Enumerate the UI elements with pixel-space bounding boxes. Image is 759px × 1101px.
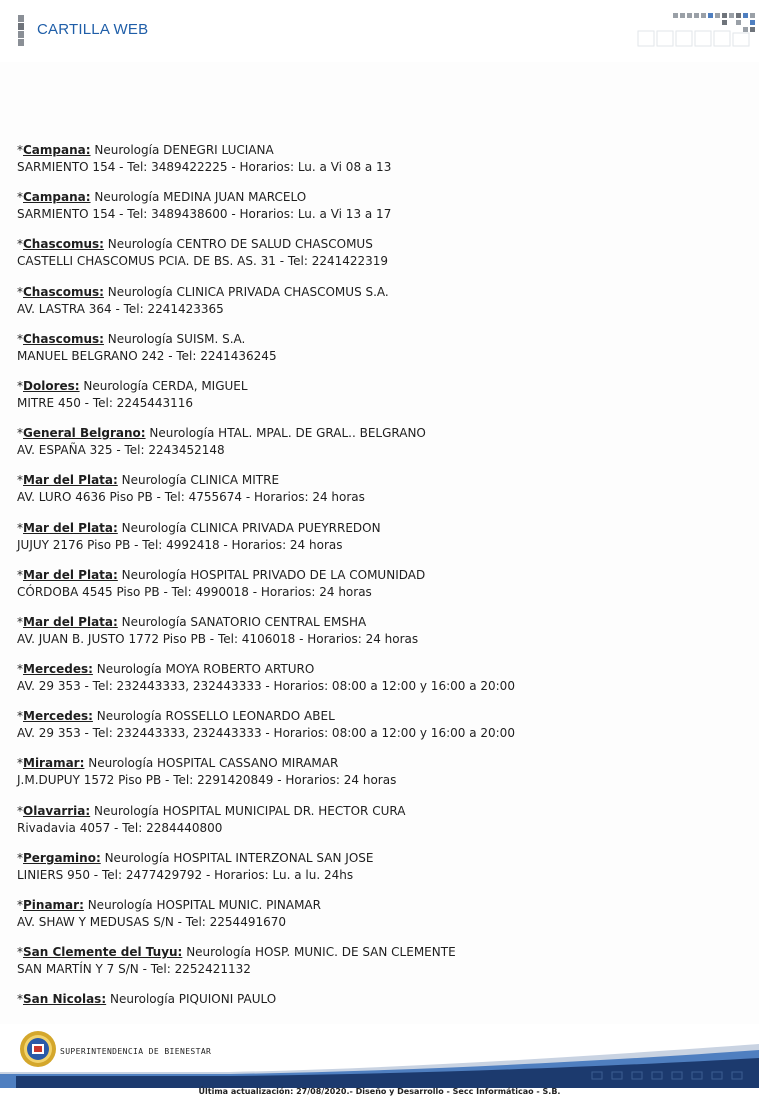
provider-address: AV. LASTRA 364 - Tel: 2241423365 — [17, 301, 224, 316]
provider-address: SARMIENTO 154 - Tel: 3489438600 - Horarios: Lu. a Vi 13 a 17 — [17, 207, 392, 222]
provider-address: JUJUY 2176 Piso PB - Tel: 4992418 - Horarios: 24 horas — [17, 537, 343, 552]
entry-heading: *Chascomus: Neurología CLINICA PRIVADA CHASCOMUS S.A. — [17, 284, 389, 299]
entry-heading: *Mar del Plata: Neurología CLINICA PRIVADA PUEYRREDON — [17, 520, 381, 535]
city-link[interactable]: Pergamino: — [23, 850, 101, 865]
city-link[interactable]: General Belgrano: — [23, 426, 146, 441]
city-link[interactable]: Mercedes: — [23, 709, 93, 724]
provider-name: Neurología ROSSELLO LEONARDO ABEL — [96, 709, 335, 724]
provider-address: CÓRDOBA 4545 Piso PB - Tel: 4990018 - Horarios: 24 horas — [17, 584, 372, 599]
entry-heading: *San Clemente del Tuyu: Neurología HOSP. MUNIC. DE SAN CLEMENTE — [17, 945, 456, 960]
entry-heading: *San Nicolas: Neurología PIQUIONI PAULO — [17, 992, 277, 1007]
provider-name: Neurología MEDINA JUAN MARCELO — [94, 190, 307, 205]
provider-name: Neurología MOYA ROBERTO ARTURO — [96, 662, 315, 677]
entry-heading: *Chascomus: Neurología CENTRO DE SALUD CHASCOMUS — [17, 237, 373, 252]
city-link[interactable]: Mar del Plata: — [23, 614, 118, 629]
entry-heading: *Olavarria: Neurología HOSPITAL MUNICIPAL DR. HECTOR CURA — [17, 803, 406, 818]
entry-heading: *Miramar: Neurología HOSPITAL CASSANO MIRAMAR — [17, 756, 339, 771]
provider-name: Neurología CLINICA PRIVADA PUEYRREDON — [121, 520, 381, 535]
provider-address: AV. JUAN B. JUSTO 1772 Piso PB - Tel: 4106018 - Horarios: 24 horas — [17, 631, 419, 646]
entry-heading: *Pinamar: Neurología HOSPITAL MUNIC. PINAMAR — [17, 898, 321, 912]
provider-name: Neurología HOSPITAL INTERZONAL SAN JOSE — [104, 850, 374, 865]
list-item — [17, 378, 737, 425]
provider-name: Neurología CERDA, MIGUEL — [83, 378, 248, 393]
city-link[interactable]: Mar del Plata: — [23, 520, 118, 535]
city-link[interactable]: Olavarria: — [23, 803, 91, 818]
city-link[interactable]: Campana: — [23, 143, 91, 157]
city-link[interactable]: San Nicolas: — [23, 992, 107, 1007]
provider-address: AV. LURO 4636 Piso PB - Tel: 4755674 - Horarios: 24 horas — [17, 490, 365, 505]
entry-heading: *Campana: Neurología DENEGRI LUCIANA — [17, 143, 274, 157]
list-item — [17, 850, 737, 897]
footer-credits: Última actualización: 27/08/2020.- Diseño y Desarrollo - Secc Informáticao - S.B. — [198, 1087, 561, 1096]
entry-heading: *Mar del Plata: Neurología SANATORIO CENTRAL EMSHA — [17, 614, 367, 629]
city-link[interactable]: Chascomus: — [23, 331, 104, 346]
entry-heading: *Dolores: Neurología CERDA, MIGUEL — [17, 378, 248, 393]
provider-address: SAN MARTÍN Y 7 S/N - Tel: 2252421132 — [17, 962, 251, 977]
entry-heading: *Mercedes: Neurología MOYA ROBERTO ARTURO — [17, 662, 315, 677]
provider-name: Neurología SUISM. S.A. — [107, 331, 246, 346]
provider-name: Neurología PIQUIONI PAULO — [109, 992, 277, 1007]
provider-address: J.M.DUPUY 1572 Piso PB - Tel: 2291420849 - Horarios: 24 horas — [17, 773, 397, 788]
provider-name: Neurología CENTRO DE SALUD CHASCOMUS — [107, 237, 373, 252]
city-link[interactable]: Pinamar: — [23, 898, 84, 912]
city-link[interactable]: Campana: — [23, 190, 91, 205]
entry-heading: *Mar del Plata: Neurología HOSPITAL PRIVADO DE LA COMUNIDAD — [17, 567, 426, 582]
list-item — [17, 472, 737, 519]
provider-address: AV. SHAW Y MEDUSAS S/N - Tel: 2254491670 — [17, 915, 286, 929]
provider-address: AV. ESPAÑA 325 - Tel: 2243452148 — [17, 443, 225, 458]
footer-org-name: SUPERINTENDENCIA DE BIENESTAR — [60, 1047, 212, 1056]
provider-name: Neurología HOSPITAL CASSANO MIRAMAR — [88, 756, 339, 771]
page-title: CARTILLA WEB — [37, 21, 149, 38]
entry-heading: *Mar del Plata: Neurología CLINICA MITRE — [17, 473, 280, 488]
city-link[interactable]: Mercedes: — [23, 662, 93, 677]
list-item — [17, 614, 737, 661]
entry-heading: *General Belgrano: Neurología HTAL. MPAL. DE GRAL.. BELGRANO — [17, 426, 426, 441]
list-item — [17, 803, 737, 850]
city-link[interactable]: Dolores: — [23, 378, 80, 393]
footer-band — [0, 1036, 759, 1088]
provider-address: CASTELLI CHASCOMUS PCIA. DE BS. AS. 31 - Tel: 2241422319 — [17, 254, 389, 269]
header-bars-icon — [18, 15, 24, 47]
provider-name: Neurología HOSPITAL PRIVADO DE LA COMUNIDAD — [121, 567, 426, 582]
provider-address: AV. 29 353 - Tel: 232443333, 232443333 - Horarios: 08:00 a 12:00 y 16:00 a 20:00 — [17, 679, 515, 694]
list-item — [17, 331, 737, 378]
provider-name: Neurología HOSP. MUNIC. DE SAN CLEMENTE — [186, 945, 456, 960]
provider-address: AV. 29 353 - Tel: 232443333, 232443333 - Horarios: 08:00 a 12:00 y 16:00 a 20:00 — [17, 726, 515, 741]
entry-heading: *Mercedes: Neurología ROSSELLO LEONARDO ABEL — [17, 709, 335, 724]
city-link[interactable]: Miramar: — [23, 756, 85, 771]
list-item — [17, 520, 737, 567]
provider-address: MANUEL BELGRANO 242 - Tel: 2241436245 — [17, 348, 277, 363]
provider-name: Neurología CLINICA MITRE — [121, 473, 280, 488]
city-link[interactable]: San Clemente del Tuyu: — [23, 945, 183, 960]
list-item — [17, 425, 737, 472]
list-item — [17, 189, 737, 236]
city-link[interactable]: Mar del Plata: — [23, 567, 118, 582]
list-item — [17, 708, 737, 755]
page-header — [0, 0, 759, 62]
list-item — [17, 755, 737, 802]
city-link[interactable]: Chascomus: — [23, 284, 104, 299]
provider-address: MITRE 450 - Tel: 2245443116 — [17, 395, 194, 410]
provider-name: Neurología HTAL. MPAL. DE GRAL.. BELGRANO — [149, 426, 426, 441]
entry-heading: *Pergamino: Neurología HOSPITAL INTERZONAL SAN JOSE — [17, 850, 374, 865]
provider-name: Neurología SANATORIO CENTRAL EMSHA — [121, 614, 367, 629]
provider-name: Neurología HOSPITAL MUNIC. PINAMAR — [87, 898, 321, 912]
list-item — [17, 236, 737, 283]
list-item — [17, 897, 737, 944]
provider-list — [17, 142, 737, 1039]
list-item — [17, 944, 737, 991]
superintendencia-seal-icon — [19, 1030, 57, 1068]
list-item — [17, 284, 737, 331]
header-squares-icon — [636, 12, 759, 48]
city-link[interactable]: Mar del Plata: — [23, 473, 118, 488]
entry-heading: *Chascomus: Neurología SUISM. S.A. — [17, 331, 246, 346]
city-link[interactable]: Chascomus: — [23, 237, 104, 252]
list-item — [17, 142, 737, 189]
provider-name: Neurología DENEGRI LUCIANA — [94, 143, 274, 157]
provider-address: LINIERS 950 - Tel: 2477429792 - Horarios: Lu. a lu. 24hs — [17, 867, 354, 882]
provider-name: Neurología CLINICA PRIVADA CHASCOMUS S.A. — [107, 284, 389, 299]
provider-name: Neurología HOSPITAL MUNICIPAL DR. HECTOR CURA — [94, 803, 406, 818]
list-item — [17, 567, 737, 614]
list-item — [17, 991, 737, 1038]
entry-heading: *Campana: Neurología MEDINA JUAN MARCELO — [17, 190, 307, 205]
list-item — [17, 661, 737, 708]
provider-address: Rivadavia 4057 - Tel: 2284440800 — [17, 820, 223, 835]
provider-address: SARMIENTO 154 - Tel: 3489422225 - Horarios: Lu. a Vi 08 a 13 — [17, 160, 392, 174]
